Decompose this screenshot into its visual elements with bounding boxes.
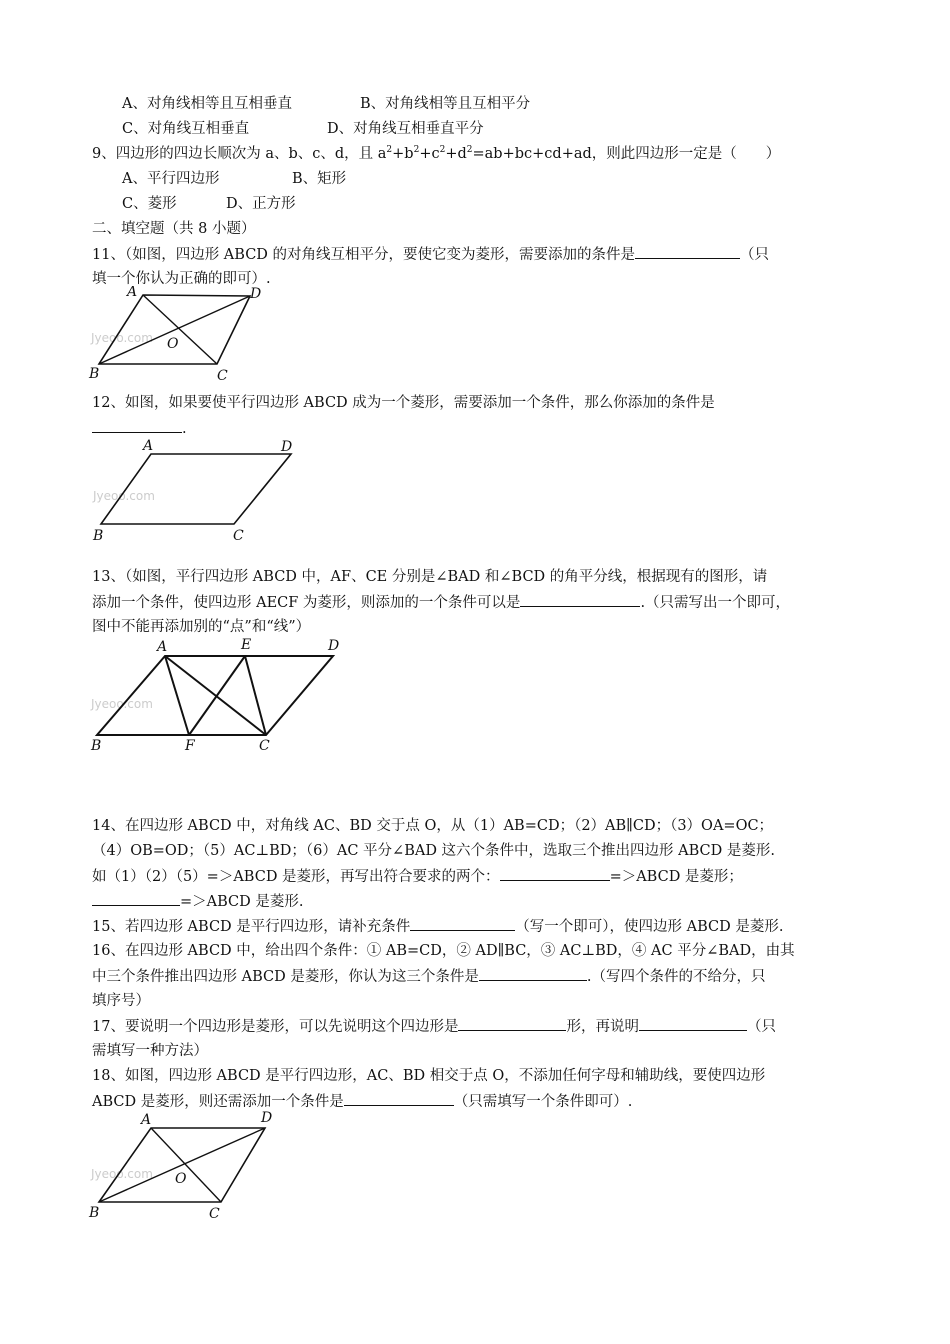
q8-option-a: A、对角线相等且互相垂直 <box>122 96 292 112</box>
q13-segment-ef <box>189 656 245 735</box>
q12-label-c: C <box>233 528 244 544</box>
q12-line1: 12、如图，如果要使平行四边形 ABCD 成为一个菱形，需要添加一个条件，那么你添加的条件是 <box>92 395 715 411</box>
q18-label-d: D <box>261 1110 273 1126</box>
q11-line2: 填一个你认为正确的即可）. <box>92 271 271 287</box>
q18-label-a: A <box>141 1112 152 1128</box>
q12-line2: . <box>92 418 187 439</box>
q11-figure <box>85 286 275 384</box>
q12-answer-blank[interactable] <box>92 418 182 433</box>
q14-answer-blank-1[interactable] <box>500 866 610 881</box>
section-title: 二、填空题（共 8 小题） <box>92 221 256 237</box>
q17-line1: 17、要说明一个四边形是菱形，可以先说明这个四边形是 形，再说明 （只 <box>92 1016 776 1037</box>
q11-answer-blank[interactable] <box>635 244 740 259</box>
q18-diagonal-bd <box>99 1128 265 1202</box>
q14-line4: =＞ABCD 是菱形. <box>92 891 303 912</box>
q18-figure <box>85 1108 285 1228</box>
q12-label-b: B <box>93 528 104 544</box>
q18-label-c: C <box>209 1206 220 1222</box>
q14-line2: （4）OB=OD；（5）AC⊥BD；（6）AC 平分∠BAD 这六个条件中，选取三个推出四边形 ABCD 是菱形. <box>92 843 775 859</box>
q11-line1: 11、（如图，四边形 ABCD 的对角线互相平分，要使它变为菱形，需要添加的条件是 （只 <box>92 244 769 265</box>
q12-figure <box>85 436 305 546</box>
q18-line1: 18、如图，四边形 ABCD 是平行四边形，AC、BD 相交于点 O，不添加任何字母和辅助线，要使四边形 <box>92 1068 766 1084</box>
q9-stem: 9、四边形的四边长顺次为 a、b、c、d，且 $a^2+b^2+c^2+d^2=ab+bc+cd+ad$，则此四边形一定是（ ） <box>92 145 781 162</box>
q17-line2: 需填写一种方法） <box>92 1043 208 1059</box>
q12-label-d: D <box>281 439 293 455</box>
q11-label-b: B <box>89 366 100 382</box>
q15-answer-blank[interactable] <box>410 916 515 931</box>
q13-label-a: A <box>157 639 168 655</box>
q11-label-a: A <box>127 286 138 300</box>
q8-option-b: B、对角线相等且互相平分 <box>360 96 531 112</box>
q11-diagonal-ac <box>143 295 217 364</box>
q16-line1: 16、在四边形 ABCD 中，给出四个条件：① AB=CD，② AD∥BC，③ AC⊥BD，④ AC 平分∠BAD，由其 <box>92 943 795 959</box>
q16-line2: 中三个条件推出四边形 ABCD 是菱形，你认为这三个条件是 .（写四个条件的不给分，只 <box>92 966 765 987</box>
q13-label-e: E <box>241 637 252 653</box>
q18-line2: ABCD 是菱形，则还需添加一个条件是 （只需填写一个条件即可）. <box>92 1091 632 1112</box>
q13-segment-ec <box>245 656 266 735</box>
q9-option-c: C、菱形 <box>122 196 177 212</box>
q11-diagonal-bd <box>99 296 250 364</box>
q14-line3: 如（1）（2）（5）=＞ABCD 是菱形，再写出符合要求的两个： =＞ABCD 是菱形； <box>92 866 743 887</box>
q14-line1: 14、在四边形 ABCD 中，对角线 AC、BD 交于点 O，从（1）AB=CD；（2）AB∥CD；（3）OA=OC； <box>92 818 774 834</box>
q13-line2: 添加一个条件，使四边形 AECF 为菱形，则添加的一个条件可以是 .（只需写出一个即可， <box>92 592 790 613</box>
q17-answer-blank-2[interactable] <box>639 1016 747 1031</box>
q17-answer-blank-1[interactable] <box>458 1016 566 1031</box>
q16-answer-blank[interactable] <box>479 966 587 981</box>
q18-label-o: O <box>175 1171 187 1187</box>
q13-diagonal-ac <box>165 656 266 735</box>
q13-watermark: Jyeoo.com <box>91 697 153 711</box>
q13-line3: 图中不能再添加别的“点”和“线”） <box>92 619 311 635</box>
q11-label-o: O <box>167 336 179 352</box>
q13-label-b: B <box>91 738 102 754</box>
q13-answer-blank[interactable] <box>520 592 640 607</box>
q13-label-c: C <box>259 738 270 754</box>
q13-line1: 13、（如图，平行四边形 ABCD 中，AF、CE 分别是∠BAD 和∠BCD 的角平分线，根据现有的图形，请 <box>92 569 768 585</box>
q16-line3: 填序号） <box>92 993 150 1009</box>
q13-label-f: F <box>185 738 195 754</box>
q9-option-d: D、正方形 <box>226 196 296 212</box>
q8-option-d: D、对角线互相垂直平分 <box>327 121 484 137</box>
q9-option-a: A、平行四边形 <box>122 171 220 187</box>
q18-watermark: Jyeoo.com <box>91 1167 153 1181</box>
q18-diagonal-ac <box>151 1128 221 1202</box>
q9-option-b: B、矩形 <box>292 171 347 187</box>
q12-label-a: A <box>143 438 154 454</box>
q15-line1: 15、若四边形 ABCD 是平行四边形，请补充条件 （写一个即可），使四边形 ABCD 是菱形. <box>92 916 784 937</box>
q12-watermark: Jyeoo.com <box>93 489 155 503</box>
q14-answer-blank-2[interactable] <box>92 891 180 906</box>
q11-label-d: D <box>250 286 262 302</box>
q11-watermark: Jyeoo.com <box>91 331 153 345</box>
q13-figure <box>85 634 350 754</box>
q18-label-b: B <box>89 1205 100 1221</box>
q11-label-c: C <box>217 368 228 384</box>
q13-segment-af <box>165 656 189 735</box>
q18-answer-blank[interactable] <box>344 1091 454 1106</box>
q13-label-d: D <box>328 638 340 654</box>
q8-option-c: C、对角线互相垂直 <box>122 121 250 137</box>
